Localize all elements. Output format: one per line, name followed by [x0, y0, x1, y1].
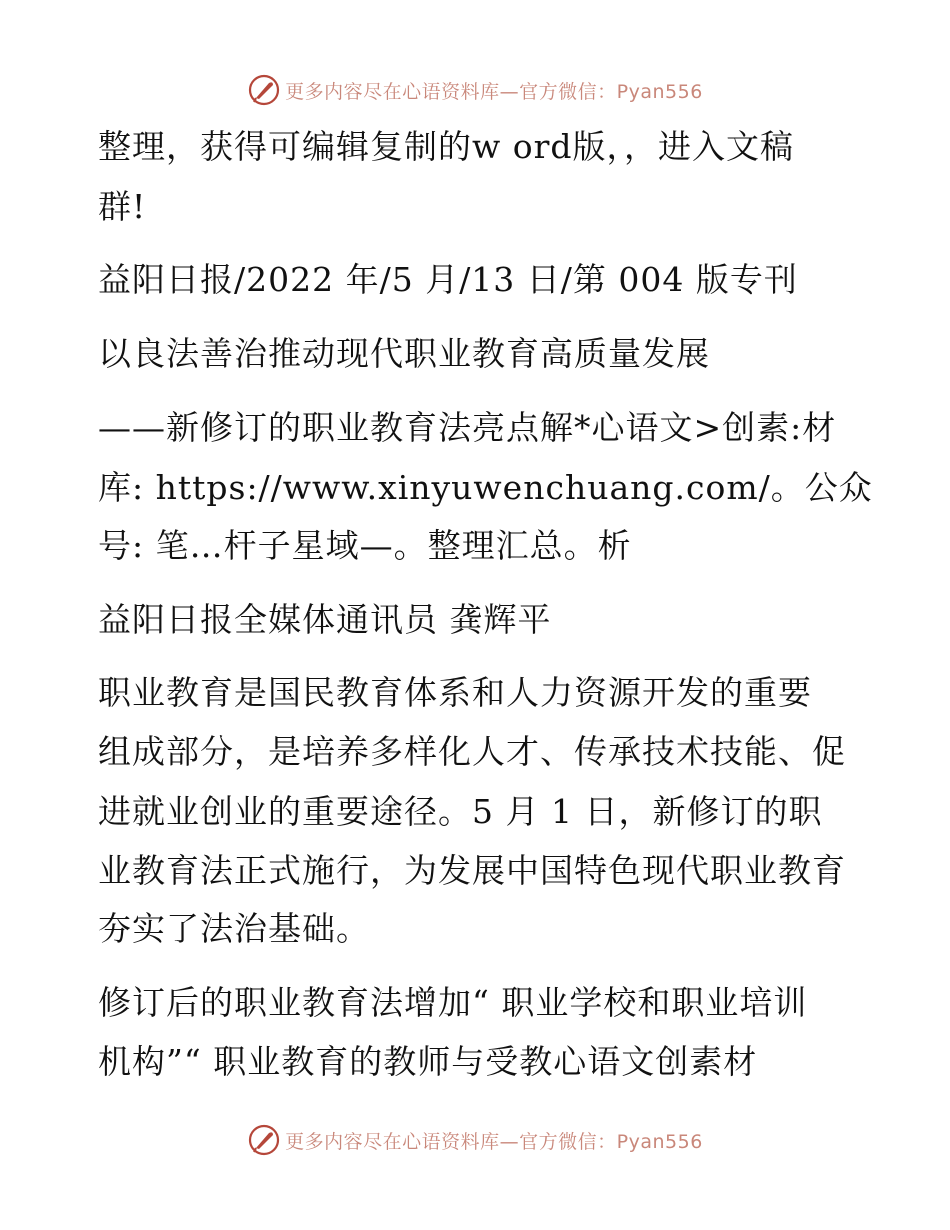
paragraph-line: 进就业创业的重要途径。5 月 1 日，新修订的职	[98, 792, 823, 831]
quill-pen-logo-icon	[247, 1123, 281, 1157]
paragraph-line: 职业教育是国民教育体系和人力资源开发的重要	[98, 673, 812, 712]
text-line: 库: https://www.xinyuwenchuang.com/。公众	[98, 468, 873, 507]
footer-watermark-banner	[0, 1120, 950, 1160]
watermark-text: 更多内容尽在心语资料库—官方微信：Pyan556	[285, 1130, 703, 1153]
text-line: 群!	[98, 187, 147, 226]
quill-pen-logo-icon	[247, 73, 281, 107]
author-byline: 益阳日报全媒体通讯员 龚辉平	[98, 600, 552, 639]
paragraph-line: 机构”“ 职业教育的教师与受教心语文创素材	[98, 1042, 758, 1081]
watermark-text: 更多内容尽在心语资料库—官方微信：Pyan556	[285, 80, 703, 103]
article-subtitle: ——新修订的职业教育法亮点解*心语文>创素:材	[98, 408, 837, 447]
paragraph-line: 业教育法正式施行，为发展中国特色现代职业教育	[98, 851, 846, 890]
text-line: 整理，获得可编辑复制的w ord版，，进入文稿	[98, 127, 795, 166]
paragraph-line: 夯实了法治基础。	[98, 909, 370, 948]
paragraph-line: 组成部分，是培养多样化人才、传承技术技能、促	[98, 732, 846, 771]
article-title: 以良法善治推动现代职业教育高质量发展	[98, 334, 710, 373]
header-watermark-banner	[0, 70, 950, 110]
newspaper-source-line: 益阳日报/2022 年/5 月/13 日/第 004 版专刊	[98, 260, 798, 299]
text-line: 号: 笔…杆子星域—。整理汇总。析	[98, 526, 632, 565]
paragraph-line: 修订后的职业教育法增加“ 职业学校和职业培训	[98, 983, 808, 1022]
